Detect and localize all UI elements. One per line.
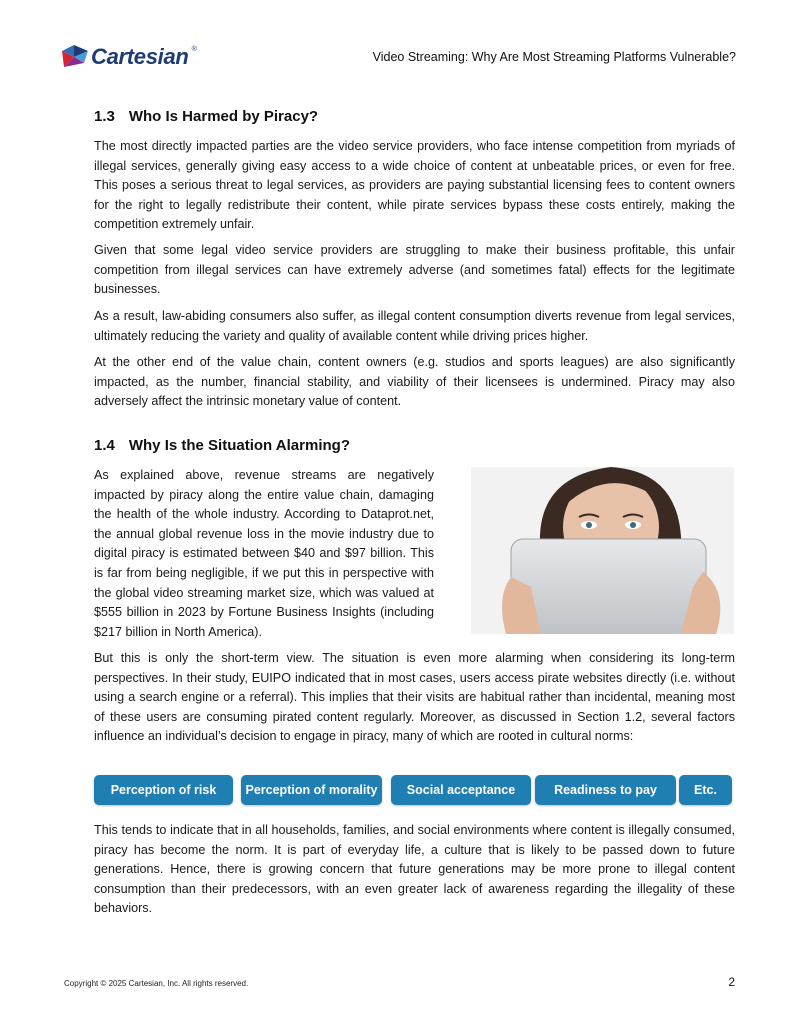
piracy-factors-row — [94, 775, 735, 805]
page-number: 2 — [728, 975, 735, 989]
section-number: 1.3 — [94, 108, 115, 125]
footer-copyright: Copyright © 2025 Cartesian, Inc. All rights reserved. — [64, 979, 249, 988]
paragraph: As explained above, revenue streams are negatively impacted by piracy along the entire value chain, damaging the health of the whole industry. According to Dataprot.net, the annual global revenue loss in the movie industry due to digital piracy is estimated between $40 and $97 billion. This is far from being negligible, if we put this in perspective with the global video streaming market size, which was valued at $555 billion in 2023 by Fortune Business Insights (including $217 billion in North America). — [94, 468, 434, 639]
factor-pill-morality: Perception of morality — [241, 775, 382, 805]
factor-pill-social-acceptance: Social acceptance — [391, 775, 531, 805]
paragraph: This tends to indicate that in all households, families, and social environments where content is illegally consumed, piracy has become the norm. It is part of everyday life, a culture that is likely to be passed down to future generations. Hence, there is growing concern that future generations may be more prone to illegal content consumption than their predecessors, with an even greater lack of awareness regarding the illegality of these behaviors. — [94, 823, 735, 916]
paragraph: As a result, law-abiding consumers also suffer, as illegal content consumption diverts revenue from legal services, ultimately reducing the variety and quality of available content while driving prices higher. — [94, 309, 735, 343]
section-heading-1-3 — [94, 108, 735, 125]
factor-pill-readiness-to-pay: Readiness to pay — [535, 775, 676, 805]
paragraph: But this is only the short-term view. The situation is even more alarming when considering its long-term perspectives. In their study, EUIPO indicated that in most cases, users access pirate websites directly (i.e. without using a search engine or a referral). This implies that their visits are habitual rather than incidental, meaning most of these users are consuming pirated content regularly. Moreover, as discussed in Section 1.2, several factors influence an individual’s decision to engage in piracy, many of which are rooted in cultural norms: — [94, 651, 735, 744]
woman-holding-tablet-photo — [471, 467, 734, 634]
logo-wordmark: Cartesian — [91, 44, 189, 69]
factor-pill-etc: Etc. — [679, 775, 732, 805]
section-title: Who Is Harmed by Piracy? — [128, 108, 319, 125]
logo-registered-mark: ® — [191, 46, 197, 53]
paragraph: The most directly impacted parties are the video service providers, who face intense competition from myriads of illegal services, generally giving easy access to a wide choice of content at unbeatable prices, or even for free. This poses a serious threat to legal services, as providers are paying substantial licensing fees to content owners for the right to legally redistribute their content, while pirate services bypass these costs entirely, making the competition extremely unfair. — [94, 139, 735, 232]
cartesian-logo — [62, 44, 197, 70]
cartesian-logo-icon — [62, 45, 88, 69]
section-title: Why Is the Situation Alarming? — [128, 437, 350, 454]
running-header-title: Video Streaming: Why Are Most Streaming Platforms Vulnerable? — [372, 50, 736, 64]
paragraph: Given that some legal video service providers are struggling to make their business profitable, this unfair competition from illegal services can have extremely adverse (and sometimes fatal) effects for the legitimate businesses. — [94, 243, 735, 297]
section-heading-1-4 — [94, 437, 735, 454]
factor-pill-risk: Perception of risk — [94, 775, 233, 805]
paragraph: At the other end of the value chain, content owners (e.g. studios and sports leagues) are also significantly impacted, as the number, financial stability, and viability of their licensees is undermined. Piracy may also adversely affect the intrinsic monetary value of content. — [94, 355, 735, 409]
section-number: 1.4 — [94, 437, 115, 454]
